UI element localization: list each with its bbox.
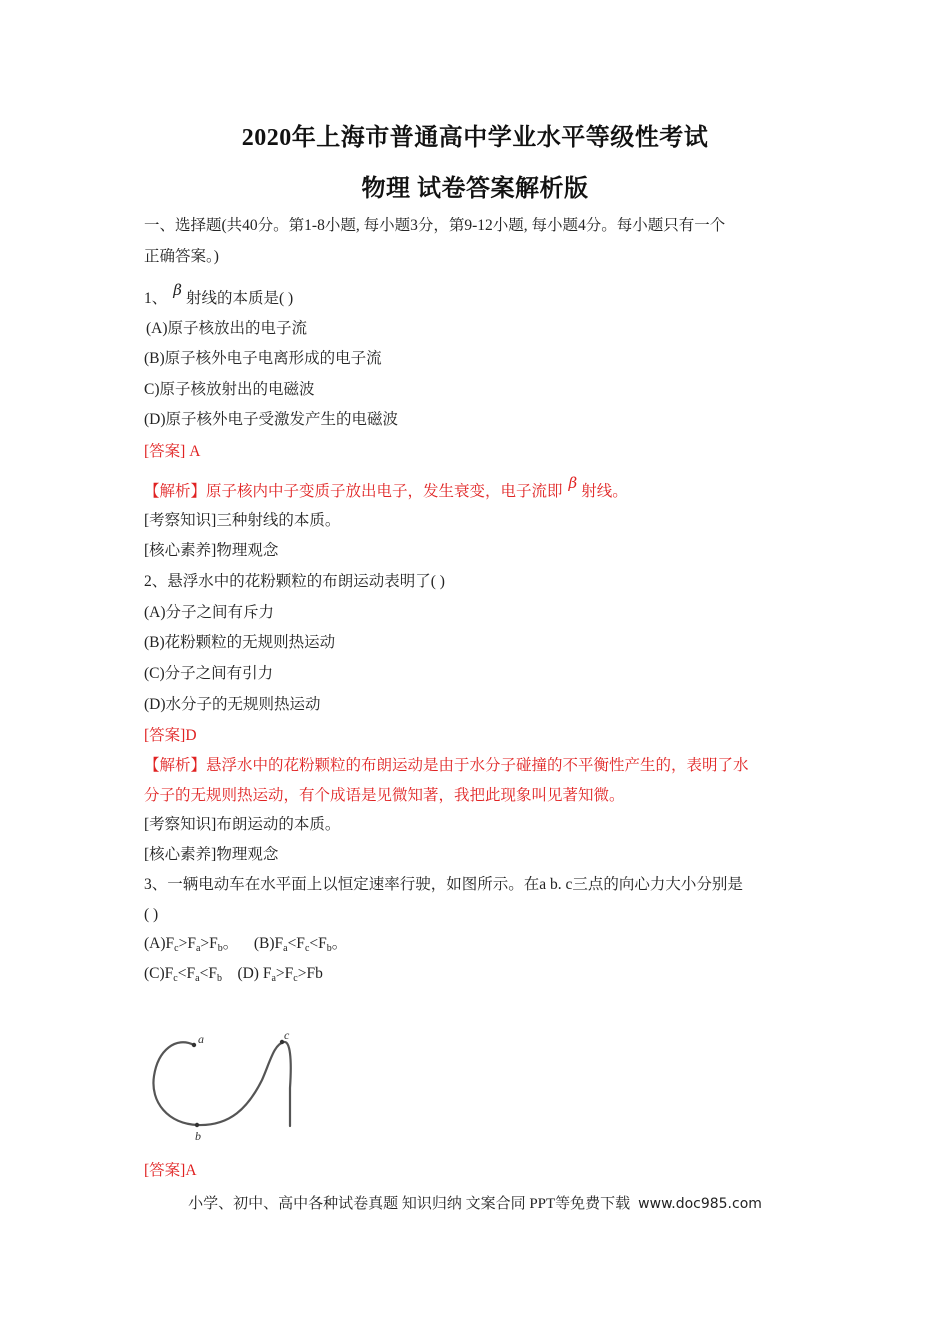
q3-options-cd bbox=[144, 964, 814, 989]
section-header-cont: 正确答案。) bbox=[144, 248, 219, 265]
exam-title: 2020年上海市普通高中学业水平等级性考试 bbox=[241, 125, 709, 151]
point-b bbox=[195, 1123, 199, 1127]
q2-option-a: (A)分子之间有斥力 bbox=[144, 604, 275, 621]
q2-knowledge: [考察知识]布朗运动的本质。 bbox=[144, 816, 341, 833]
section-header: 一、选择题(共40分。第1-8小题, 每小题3分，第9-12小题, 每小题4分。每小题只有一个 bbox=[144, 217, 726, 234]
beta-symbol: β bbox=[568, 474, 578, 492]
question-3-stem-cont: ( ) bbox=[144, 906, 159, 923]
point-a bbox=[192, 1043, 196, 1047]
q3-option-c: $(C)F_c<F_a<F_b$ bbox=[144, 965, 222, 984]
question-number: 1、 bbox=[144, 290, 168, 307]
beta-symbol: β bbox=[173, 281, 182, 299]
q1-knowledge: [考察知识]三种射线的本质。 bbox=[144, 512, 341, 529]
q1-literacy: [核心素养]物理观念 bbox=[144, 542, 279, 559]
label-a: a bbox=[198, 1032, 204, 1046]
footer-url[interactable]: www.doc985.com bbox=[638, 1196, 762, 1212]
q1-analysis bbox=[144, 474, 814, 502]
q3-option-b: $(B)F_a<F_c<F_b$。 bbox=[253, 935, 348, 954]
exam-subtitle: 物理 试卷答案解析版 bbox=[361, 176, 589, 202]
q1-option-c: C)原子核放射出的电磁波 bbox=[144, 381, 315, 398]
q2-option-b: (B)花粉颗粒的无规则热运动 bbox=[144, 634, 336, 651]
question-1-stem bbox=[144, 281, 814, 309]
q2-option-d: (D)水分子的无规则热运动 bbox=[144, 696, 321, 713]
q1-option-b: (B)原子核外电子电离形成的电子流 bbox=[144, 350, 382, 367]
track-curve bbox=[153, 1042, 290, 1126]
q1-answer: [答案] A bbox=[144, 443, 201, 460]
analysis-text-end: 射线。 bbox=[581, 483, 628, 500]
analysis-text: 【解析】原子核内中子变质子放出电子，发生衰变，电子流即 bbox=[144, 483, 563, 500]
q3-option-a: $(A)F_c>F_a>F_b$。 bbox=[144, 935, 239, 954]
track-figure bbox=[148, 1028, 298, 1148]
q1-option-d: (D)原子核外电子受激发产生的电磁波 bbox=[144, 411, 399, 428]
q3-option-d: (D) $F_a>F_c>Fb$ bbox=[237, 965, 323, 984]
q2-analysis: 【解析】悬浮水中的花粉颗粒的布朗运动是由于水分子碰撞的不平衡性产生的，表明了水 bbox=[144, 757, 749, 774]
q3-answer: [答案]A bbox=[144, 1162, 197, 1179]
question-text: 射线的本质是( ) bbox=[185, 290, 294, 307]
question-3-stem: 3、一辆电动车在水平面上以恒定速率行驶，如图所示。在a b. c三点的向心力大小分别是 bbox=[144, 876, 743, 893]
q3-options-ab bbox=[144, 934, 814, 959]
q2-option-c: (C)分子之间有引力 bbox=[144, 665, 274, 682]
label-c: c bbox=[284, 1028, 290, 1042]
q2-literacy: [核心素养]物理观念 bbox=[144, 846, 279, 863]
label-b: b bbox=[195, 1129, 201, 1143]
q2-analysis-cont: 分子的无规则热运动，有个成语是见微知著，我把此现象叫见著知微。 bbox=[144, 787, 625, 804]
page-footer bbox=[0, 1192, 950, 1213]
footer-text: 小学、初中、高中各种试卷真题 知识归纳 文案合同 PPT等免费下载 bbox=[188, 1196, 631, 1212]
question-2-stem: 2、悬浮水中的花粉颗粒的布朗运动表明了( ) bbox=[144, 573, 445, 590]
q1-option-a: (A)原子核放出的电子流 bbox=[146, 320, 308, 337]
q2-answer: [答案]D bbox=[144, 727, 197, 744]
